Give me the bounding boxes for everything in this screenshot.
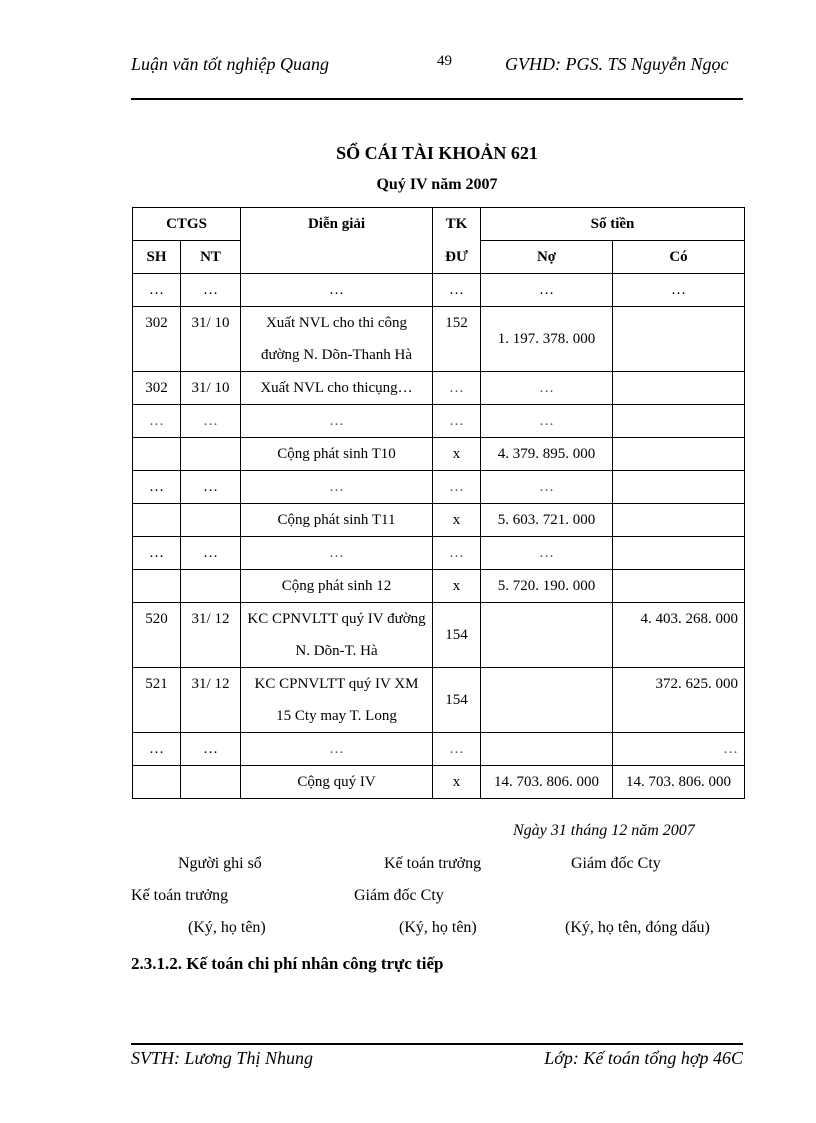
cell-tk: … [433, 405, 481, 438]
cell-sh: 520 [133, 603, 181, 668]
cell-nt: … [181, 405, 241, 438]
cell-nt [181, 504, 241, 537]
cell-co [613, 471, 745, 504]
cell-no [481, 603, 613, 668]
table-row [133, 570, 745, 603]
cell-nt: … [181, 733, 241, 766]
cell-co: … [613, 733, 745, 766]
ledger-subtitle: Quý IV năm 2007 [376, 176, 498, 193]
cell-co [613, 504, 745, 537]
cell-co: 4. 403. 268. 000 [613, 603, 745, 668]
cell-dien-giai: Cộng phát sinh T10 [241, 438, 433, 471]
cell-tk: x [433, 766, 481, 799]
col-ctgs: CTGS [133, 208, 241, 241]
section-heading: 2.3.1.2. Kế toán chi phí nhân công trực tiếp [131, 954, 444, 973]
cell-co: 14. 703. 806. 000 [613, 766, 745, 799]
cell-sh: 302 [133, 307, 181, 372]
cell-tk: x [433, 504, 481, 537]
cell-sh [133, 438, 181, 471]
table-row [133, 307, 745, 372]
cell-sh: … [133, 537, 181, 570]
table-row [133, 438, 745, 471]
cell-no: … [481, 372, 613, 405]
col-tk-line1: TK [433, 208, 481, 241]
col-so-tien: Số tiền [481, 208, 745, 241]
cell-tk: … [433, 537, 481, 570]
date-line: Ngày 31 tháng 12 năm 2007 [513, 822, 695, 839]
cell-no: 5. 603. 721. 000 [481, 504, 613, 537]
cell-no: 5. 720. 190. 000 [481, 570, 613, 603]
cell-nt: 31/ 12 [181, 668, 241, 733]
col-tk-line2: ĐƯ [433, 241, 481, 274]
cell-tk: 154 [433, 668, 481, 733]
cell-nt: 31/ 10 [181, 307, 241, 372]
footer-right: Lớp: Kế toán tổng hợp 46C [544, 1048, 743, 1068]
sign-note-2: (Ký, họ tên) [399, 919, 477, 936]
signer-director: Giám đốc Cty [571, 855, 661, 872]
cell-dien-giai: Cộng phát sinh T11 [241, 504, 433, 537]
cell-tk: … [433, 372, 481, 405]
cell-co [613, 405, 745, 438]
cell-sh: 302 [133, 372, 181, 405]
cell-dien-giai: … [241, 405, 433, 438]
cell-dien-giai: … [241, 471, 433, 504]
signer-chief-accountant: Kế toán trưởng [384, 855, 482, 872]
cell-no [481, 668, 613, 733]
cell-no: 14. 703. 806. 000 [481, 766, 613, 799]
header-rule [131, 98, 743, 100]
col-no: Nợ [481, 241, 613, 274]
cell-no: … [481, 537, 613, 570]
cell-dien-giai: … [241, 537, 433, 570]
table-row [133, 372, 745, 405]
cell-dien-giai: KC CPNVLTT quý IV XM 15 Cty may T. Long [241, 668, 433, 733]
cell-dien-giai: Xuất NVL cho thi công đường N. Dõn-Thanh Hà [241, 307, 433, 372]
cell-tk: x [433, 438, 481, 471]
cell-sh: … [133, 733, 181, 766]
cell-co: … [613, 274, 745, 307]
cell-co [613, 438, 745, 471]
cell-nt: 31/ 10 [181, 372, 241, 405]
cell-no: … [481, 405, 613, 438]
cell-sh: 521 [133, 668, 181, 733]
ledger-title: SỔ CÁI TÀI KHOẢN 621 [336, 143, 538, 163]
sign-note-3: (Ký, họ tên, đóng dấu) [565, 919, 710, 936]
cell-no: … [481, 471, 613, 504]
header-row-2 [133, 241, 745, 274]
footer-rule [131, 1043, 743, 1045]
cell-dien-giai: Cộng quý IV [241, 766, 433, 799]
cell-tk: x [433, 570, 481, 603]
cell-sh: … [133, 405, 181, 438]
col-dien-giai: Diễn giải [241, 208, 433, 274]
cell-sh: … [133, 471, 181, 504]
header-left: Luận văn tốt nghiệp Quang [131, 54, 329, 74]
cell-co [613, 307, 745, 372]
cell-co [613, 570, 745, 603]
ledger-table [132, 207, 745, 799]
cell-tk: … [433, 471, 481, 504]
signer-director-2: Giám đốc Cty [354, 887, 444, 904]
table-row [133, 504, 745, 537]
cell-nt: … [181, 537, 241, 570]
cell-co [613, 537, 745, 570]
footer-left: SVTH: Lương Thị Nhung [131, 1048, 313, 1068]
cell-nt [181, 438, 241, 471]
cell-dien-giai: Xuất NVL cho thicụng… [241, 372, 433, 405]
table-row [133, 274, 745, 307]
table-row [133, 766, 745, 799]
cell-nt [181, 766, 241, 799]
sign-note-1: (Ký, họ tên) [188, 919, 266, 936]
cell-co: 372. 625. 000 [613, 668, 745, 733]
table-row [133, 537, 745, 570]
header-right: GVHD: PGS. TS Nguyễn Ngọc [505, 54, 729, 74]
cell-dien-giai: … [241, 274, 433, 307]
table-row [133, 603, 745, 668]
cell-no: 4. 379. 895. 000 [481, 438, 613, 471]
cell-nt: 31/ 12 [181, 603, 241, 668]
signer-recorder: Người ghi sổ [178, 855, 262, 872]
cell-sh [133, 504, 181, 537]
cell-nt: … [181, 471, 241, 504]
cell-co [613, 372, 745, 405]
page-number: 49 [437, 53, 452, 69]
cell-no: 1. 197. 378. 000 [481, 307, 613, 372]
col-co: Có [613, 241, 745, 274]
header-row-1 [133, 208, 745, 241]
cell-dien-giai: Cộng phát sinh 12 [241, 570, 433, 603]
cell-dien-giai: KC CPNVLTT quý IV đường N. Dõn-T. Hà [241, 603, 433, 668]
cell-no [481, 733, 613, 766]
cell-tk: … [433, 274, 481, 307]
cell-nt: … [181, 274, 241, 307]
cell-nt [181, 570, 241, 603]
cell-sh [133, 570, 181, 603]
cell-sh [133, 766, 181, 799]
col-nt: NT [181, 241, 241, 274]
cell-dien-giai: … [241, 733, 433, 766]
col-sh: SH [133, 241, 181, 274]
table-row [133, 668, 745, 733]
cell-tk: 152 [433, 307, 481, 372]
table-row [133, 405, 745, 438]
cell-no: … [481, 274, 613, 307]
cell-tk: 154 [433, 603, 481, 668]
cell-sh: … [133, 274, 181, 307]
signer-chief-accountant-2: Kế toán trưởng [131, 887, 229, 904]
table-row [133, 471, 745, 504]
cell-tk: … [433, 733, 481, 766]
table-row [133, 733, 745, 766]
